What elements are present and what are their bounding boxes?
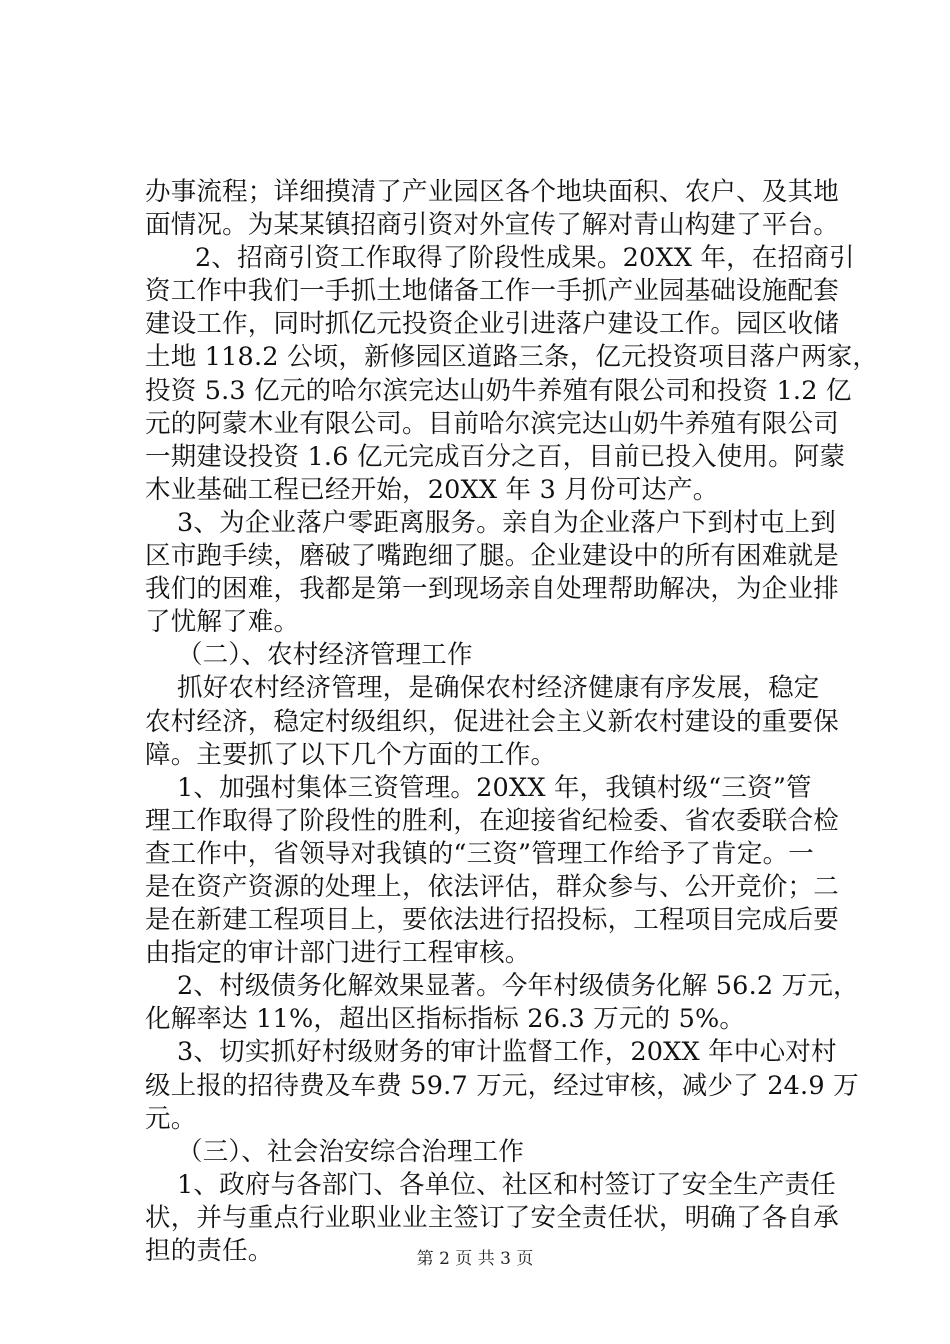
text-line: 由指定的审计部门进行工程审核。 [145, 938, 531, 969]
text-line: 理工作取得了阶段性的胜利，在迎接省纪检委、省农委联合检 [145, 805, 839, 836]
text-line: 元。 [145, 1103, 197, 1134]
text-line: 化解率达 11%，超出区指标指标 26.3 万元的 5%。 [145, 1004, 746, 1035]
text-line: 区市跑手续，磨破了嘴跑细了腿。企业建设中的所有困难就是 [145, 541, 839, 572]
text-line: 查工作中，省领导对我镇的“三资”管理工作给予了肯定。一 [145, 838, 814, 869]
text-line: （二）、农村经济管理工作 [177, 640, 473, 671]
text-line: 建设工作，同时抓亿元投资企业引进落户建设工作。园区收储 [145, 309, 839, 340]
text-line: 木业基础工程已经开始，20XX 年 3 月份可达产。 [145, 474, 719, 505]
text-line: 农村经济，稳定村级组织，促进社会主义新农村建设的重要保 [145, 706, 839, 737]
text-line: 了忧解了难。 [145, 607, 300, 638]
text-line: 3、为企业落户零距离服务。亲自为企业落户下到村屯上到 [177, 507, 836, 538]
text-line: 1、政府与各部门、各单位、社区和村签订了安全生产责任 [177, 1169, 836, 1200]
text-line: 担的责任。 [145, 1236, 274, 1266]
text-line: 资工作中我们一手抓土地储备工作一手抓产业园基础设施配套 [145, 276, 839, 307]
text-line: 2、村级债务化解效果显著。今年村级债务化解 56.2 万元， [177, 971, 859, 1002]
text-line: 状，并与重点行业职业业主签订了安全责任状，明确了各自承 [145, 1202, 839, 1233]
text-line: 面情况。为某某镇招商引资对外宣传了解对青山构建了平台。 [145, 210, 839, 241]
text-line: 2、招商引资工作取得了阶段性成果。20XX 年，在招商引 [195, 243, 855, 274]
text-line: 是在资产资源的处理上，依法评估，群众参与、公开竞价；二 [145, 871, 839, 902]
page-footer: 第 2 页 共 3 页 [416, 1249, 534, 1269]
text-line: 级上报的招待费及车费 59.7 万元，经过审核，减少了 24.9 万 [145, 1070, 859, 1101]
text-line: 抓好农村经济管理，是确保农村经济健康有序发展，稳定 [177, 673, 820, 704]
text-line: 投资 5.3 亿元的哈尔滨完达山奶牛养殖有限公司和投资 1.2 亿 [145, 375, 852, 406]
document-body [145, 176, 879, 1268]
text-line: （三）、社会治安综合治理工作 [177, 1136, 525, 1167]
text-line: 是在新建工程项目上，要依法进行招投标，工程项目完成后要 [145, 905, 839, 936]
text-line: 障。主要抓了以下几个方面的工作。 [145, 739, 557, 770]
text-line: 1、加强村集体三资管理。20XX 年，我镇村级“三资”管 [177, 772, 812, 803]
text-line: 3、切实抓好村级财务的审计监督工作，20XX 年中心对村 [177, 1037, 837, 1068]
text-line: 元的阿蒙木业有限公司。目前哈尔滨完达山奶牛养殖有限公司 [145, 408, 839, 439]
text-line: 我们的困难，我都是第一到现场亲自处理帮助解决，为企业排 [145, 574, 839, 605]
text-line: 土地 118.2 公顷，新修园区道路三条，亿元投资项目落户两家， [145, 342, 879, 373]
text-line: 办事流程；详细摸清了产业园区各个地块面积、农户、及其地 [145, 177, 839, 207]
text-line: 一期建设投资 1.6 亿元完成百分之百，目前已投入使用。阿蒙 [145, 441, 846, 472]
